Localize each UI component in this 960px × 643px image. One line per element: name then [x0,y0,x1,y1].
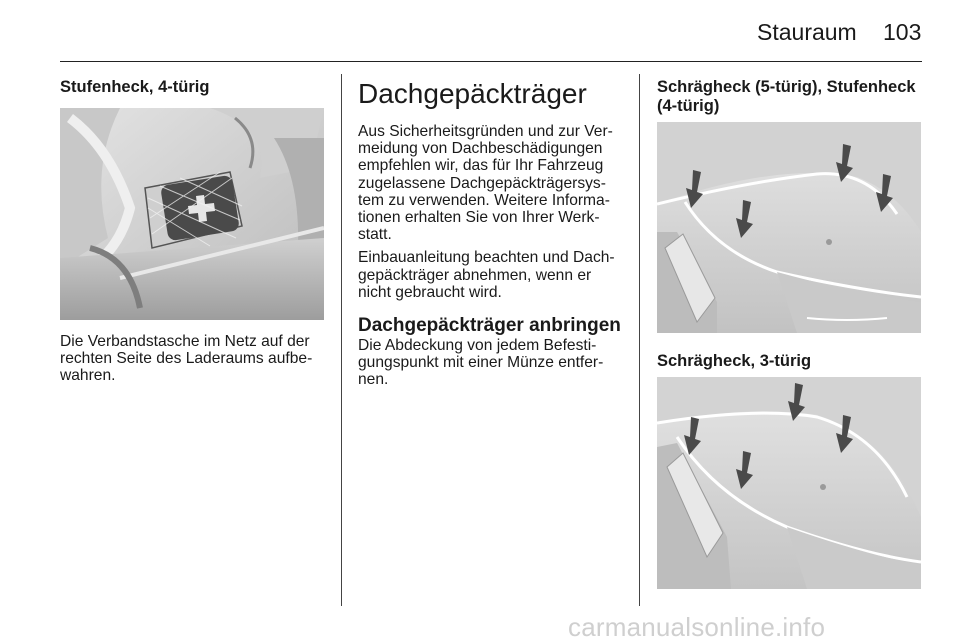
column-divider [639,74,640,606]
page-header [0,0,960,62]
watermark: carmanualsonline.info [568,612,826,642]
column-divider [341,74,342,606]
col3-heading-1: Schrägheck (5-türig), Stufenheck (4-türig) [657,78,916,115]
col2-paragraph-1: Aus Sicherheitsgründen und zur Ver- meidung von Dachbeschädigungen empfehlen wir, das für Ihr Fahrzeug zugelassene Dachgepäckträgersys- tem zu verwenden. Weitere Informa- tionen erhalten Sie von Ihrer Werk- statt. [358,123,613,244]
section-title: Dachgepäckträger [358,78,587,109]
first-aid-kit-figure [60,108,324,320]
col2-paragraph-3: Die Abdeckung von jedem Befesti- gungspunkt mit einer Münze entfer- nen. [358,337,604,389]
col1-heading: Stufenheck, 4-türig [60,78,210,96]
roof-figure-3-door [657,377,921,589]
col2-paragraph-2: Einbauanleitung beachten und Dach- gepäckträger abnehmen, wenn er nicht gebraucht wird. [358,249,615,301]
page-number: 103 [883,19,922,45]
col2-subheading: Dachgepäckträger anbringen [358,315,621,337]
col1-paragraph: Die Verbandstasche im Netz auf der rechten Seite des Laderaums aufbe- wahren. [60,333,313,385]
section-name: Stauraum [757,19,857,45]
col3-heading-2: Schrägheck, 3-türig [657,352,812,370]
roof-figure-5-door [657,122,921,333]
header-rule [60,61,922,62]
